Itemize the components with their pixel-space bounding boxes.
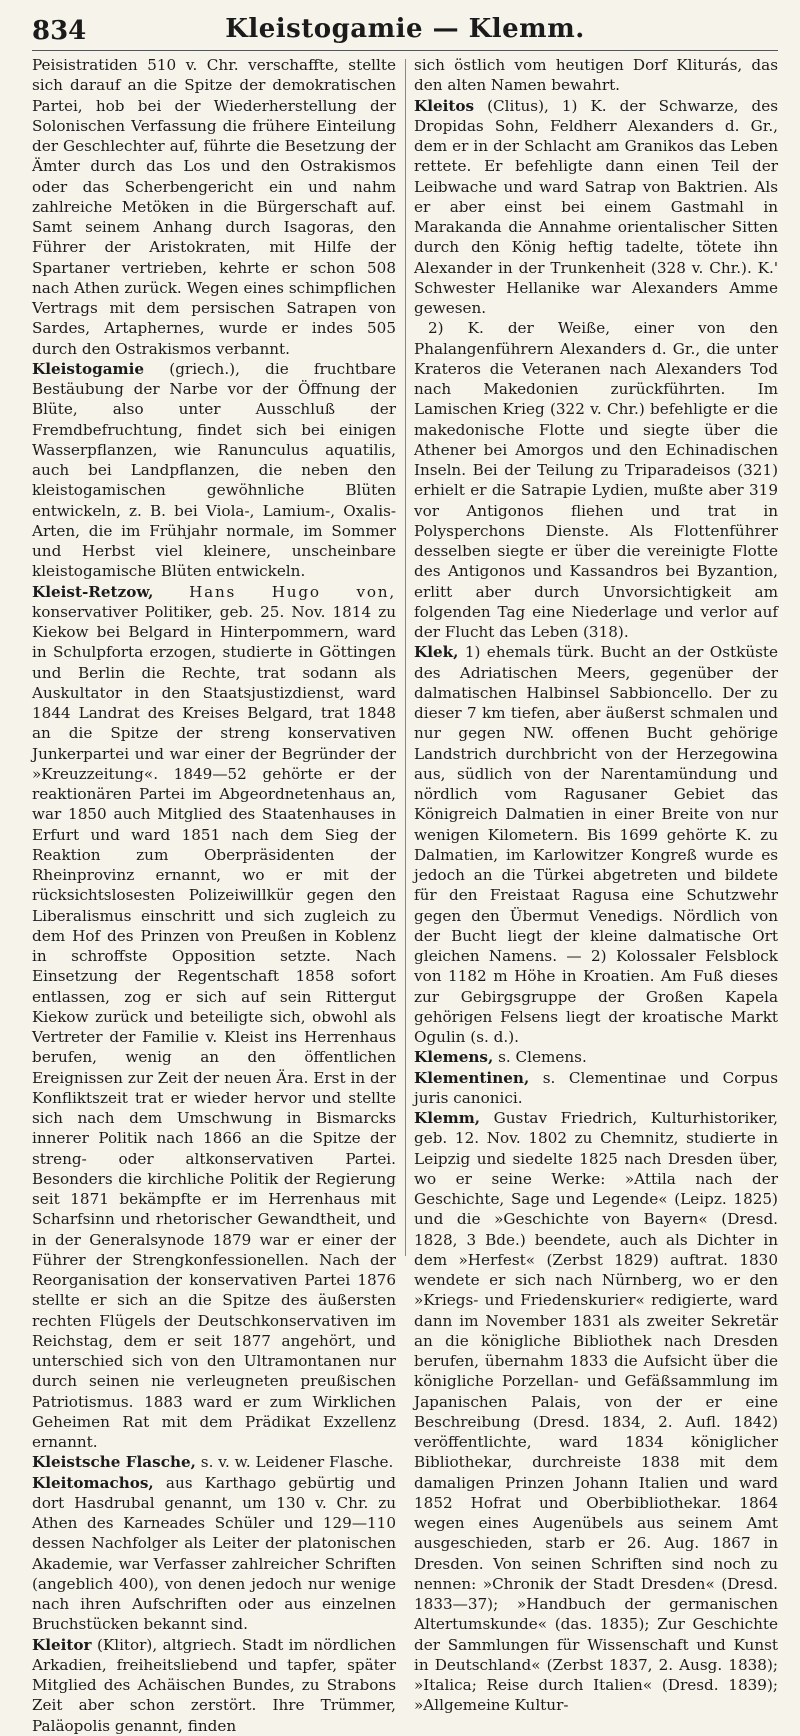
column-divider (405, 59, 406, 1256)
entry-headword: Klek, (414, 643, 459, 662)
entry-text: Peisistratiden 510 v. Chr. verschaffte, stellte sich darauf an die Spitze der demokratischen Partei, hob bei der Wiederherstellung der Solonischen Verfassung die frühere Einteilung der Geschlechter auf, führte die Besetzung der Ämter durch das Los und den Ostrakismos oder das Scherbengericht ein und nahm zahlreiche Metöken in die Bürgerschaft auf. Samt seinem Anhang durch Isagoras, den Führer der Aristokraten, mit Hilfe der Spartaner vertrieben, kehrte er schon 508 nach Athen zurück. Wegen eines schimpflichen Vertrags mit dem persischen Satrapen von Sardes, Artaphernes, wurde er indes 505 durch den Ostrakismos verbannt. (32, 56, 396, 358)
page-header (32, 0, 778, 51)
entry-headword: Kleitomachos, (32, 1473, 154, 1492)
entry-text: s. v. w. Leidener Flasche. (195, 1453, 394, 1472)
right-column (414, 55, 778, 1715)
entry-text: konservativer Politiker, geb. 25. Nov. 1814 zu Kiekow bei Belgard in Hinterpommern, ward in Schulpforta erzogen, studierte in Göttingen und Berlin die Rechte, trat sodann als Auskultator in den Staatsjustizdienst, ward 1844 Landrat des Kreises Belgard, trat 1848 an die Spitze der streng konservativen Junkerpartei und war einer der Begründer der »Kreuzzeitung«. 1849—52 gehörte er der reaktionären Partei im Abgeordnetenhaus an, war 1850 auch Mitglied des Staatenhauses in Erfurt und ward 1851 nach dem Sieg der Reaktion zum Oberpräsidenten der Rheinprovinz ernannt, wo er mit der rücksichtslosesten Polizeiwillkür gegen den Liberalismus einschritt und sich zugleich zu dem Hof des Prinzen von Preußen in Koblenz in schroffste Opposition setzte. Nach Einsetzung der Regentschaft 1858 sofort entlassen, zog er sich auf sein Rittergut Kiekow zurück und beteiligte sich, obwohl als Vertreter der Familie v. Kleist ins Herrenhaus berufen, wenig an den öffentlichen Ereignissen zur Zeit der neuen Ära. Erst in der Konfliktszeit trat er wieder hervor und stellte sich nach dem Umschwung in Bismarcks innerer Politik nach 1866 an die Spitze der streng- oder altkonservativen Partei. Besonders die kirchliche Politik der Regierung seit 1871 bekämpfte er im Herrenhaus mit Scharfsinn und rhetorischer Gewandtheit, und in der Generalsynode 1879 war er einer der Führer der Strengkonfessionellen. Nach der Reorganisation der konservativen Partei 1876 stellte er sich an die Spitze des äußersten rechten Flügels der Deutschkonservativen im Reichstag, dem er seit 1877 angehört, und unterschied sich von den Ultramontanen nur durch seinen nie verleugneten preußischen Patriotismus. 1883 ward er zum Wirklichen Geheimen Rat mit dem Prädikat Exzellenz ernannt. (32, 602, 396, 1451)
entry-text: s. Clemens. (493, 1048, 587, 1067)
entry (414, 642, 778, 1047)
entry-headword: Klemm, (414, 1109, 481, 1127)
entry-text: s. Clementinae und Corpus juris canonici. (414, 1068, 778, 1107)
entry-text: (Klitor), altgriech. Stadt im nördlichen Arkadien, freiheitsliebend und tapfer, später Mitglied des Achäischen Bundes, zu Strabons Zeit aber schon zerstört. Ihre Trümmer, Paläopolis genannt, finden (32, 1635, 396, 1735)
entry-text: (griech.), die fruchtbare Bestäubung der Narbe vor der Öffnung der Blüte, also unter Ausschluß der Fremdbefruchtung, findet sich bei einigen Wasserpflanzen, wie Ranunculus aquatilis, auch bei Landpflanzen, die neben den kleistogamischen gewöhnliche Blüten entwickeln, z. B. bei Viola-, Lamium-, Oxalis-Arten, die im Frühjahr normale, im Sommer und Herbst viel kleinere, unscheinbare kleistogamische Blüten entwickeln. (32, 359, 396, 581)
running-head: Kleistogamie — Klemm. (225, 14, 585, 44)
entry-headword: Kleistogamie (32, 359, 145, 378)
entry-headword: Klemens, (414, 1048, 494, 1067)
entry (414, 1047, 778, 1067)
left-column (32, 55, 396, 1735)
entry-text: (Clitus), 1) K. der Schwarze, des Dropidas Sohn, Feldherr Alexanders d. Gr., dem er in der Schlacht am Granikos das Leben rettete. Er befehligte dann einen Teil der Leibwache und ward Satrap von Baktrien. Als er aber einst bei einem Gastmahl in Marakanda die Annahme orientalischer Sitten durch den König heftig tadelte, tötete ihn Alexander in der Trunkenheit (328 v. Chr.). K.' Schwester Hellanike war Alexanders Amme gewesen. (414, 96, 778, 317)
entry-text: aus Karthago gebürtig und dort Hasdrubal genannt, um 130 v. Chr. zu Athen des Karneades Schüler und 129—110 dessen Nachfolger als Leiter der platonischen Akademie, war Verfasser zahlreicher Schriften (angeblich 400), von denen jedoch nur wenige nach ihren Aufschriften oder aus einzelnen Bruchstücken bekannt sind. (32, 1473, 396, 1634)
entry-headword: Kleist-Retzow, (32, 582, 154, 601)
entry (414, 1068, 778, 1109)
entry-headword: Klementinen, (414, 1068, 530, 1087)
entry-spaced-name: Hans Hugo von, (153, 582, 396, 601)
entry-text: Gustav Friedrich, Kulturhistoriker, geb. 12. Nov. 1802 zu Chemnitz, studierte in Leipzig und siedelte 1825 nach Dresden über, wo er seine Werke: »Attila nach der Geschichte, Sage und Legende« (Leipz. 1825) und die »Geschichte von Bayern« (Dresd. 1828, 3 Bde.) beendete, auch als Dichter in dem »Herfest« (Zerbst 1829) auftrat. 1830 wendete er sich nach Nürnberg, wo er den »Kriegs- und Friedenskurier« redigierte, ward dann im November 1831 als zweiter Sekretär an die königliche Bibliothek nach Dresden berufen, übernahm 1833 die Aufsicht über die königliche Porzellan- und Gefäßsammlung im Japanischen Palais, von der er eine Beschreibung (Dresd. 1834, 2. Aufl. 1842) veröffentlichte, ward 1834 königlicher Bibliothekar, durchreiste 1838 mit dem damaligen Prinzen Johann Italien und ward 1852 Hofrat und Oberbibliothekar. 1864 wegen eines Augenübels aus seinem Amt ausgeschieden, starb er 26. Aug. 1867 in Dresden. Von seinen Schriften sind noch zu nennen: »Chronik der Stadt Dresden« (Dresd. 1833—37); »Handbuch der germanischen Altertumskunde« (das. 1835); Zur Geschichte der Sammlungen für Wissenschaft und Kunst in Deutschland« (Zerbst 1837, 2. Ausg. 1838); »Italica; Reise durch Italien« (Dresd. 1839); »Allgemeine Kultur- (414, 1109, 778, 1715)
entry-headword: Kleitor (32, 1635, 92, 1654)
entry (414, 96, 778, 319)
entry-headword: Kleitos (414, 96, 475, 115)
entry-continuation (32, 55, 396, 359)
entry (414, 1108, 778, 1716)
entry (32, 359, 396, 582)
entry (32, 1452, 396, 1472)
entry-text: sich östlich vom heutigen Dorf Kliturás, das den alten Namen bewahrt. (414, 56, 778, 95)
entry-continuation (414, 55, 778, 96)
entry (32, 1473, 396, 1635)
entry (32, 582, 396, 1453)
entry-text: 2) K. der Weiße, einer von den Phalangenführern Alexanders d. Gr., die unter Krateros die Veteranen nach Alexanders Tod nach Makedonien zurückführten. Im Lamischen Krieg (322 v. Chr.) befehligte er die makedonische Flotte und siegte über die Athener bei Amorgos und den Echinadischen Inseln. Bei der Teilung zu Triparadeisos (321) erhielt er die Satrapie Lydien, mußte aber 319 vor Antigonos fliehen und trat in Polysperchons Dienste. Als Flottenführer desselben siegte er über die vereinigte Flotte des Antigonos und Kassandros bei Byzantion, erlitt aber durch Unvorsichtigkeit am folgenden Tag eine Niederlage und verlor auf der Flucht das Leben (318). (414, 319, 778, 641)
entry (32, 1635, 396, 1736)
entry-continuation (414, 318, 778, 642)
page-number: 834 (32, 16, 87, 46)
entry-text: 1) ehemals türk. Bucht an der Ostküste des Adriatischen Meers, gegenüber der dalmatischen Halbinsel Sabbioncello. Der zu dieser 7 km tiefen, aber äußerst schmalen und nur gegen NW. offenen Bucht gehörige Landstrich durchbricht von der Herzegowina aus, südlich von der Narentamündung und nördlich vom Ragusaner Gebiet das Königreich Dalmatien in einer Breite von nur wenigen Kilometern. Bis 1699 gehörte K. zu Dalmatien, im Karlowitzer Kongreß wurde es jedoch an die Türkei abgetreten und bildete für den Freistaat Ragusa eine Schutzwehr gegen den Übermut Venedigs. Nördlich von der Bucht liegt der kleine dalmatische Ort gleichen Namens. — 2) Kolossaler Felsblock von 1182 m Höhe in Kroatien. Am Fuß dieses zur Gebirgsgruppe der Großen Kapela gehörigen Felsens liegt der kroatische Markt Ogulin (s. d.). (414, 643, 778, 1046)
entry-headword: Kleistsche Flasche, (32, 1453, 196, 1472)
text-columns (32, 55, 778, 1735)
